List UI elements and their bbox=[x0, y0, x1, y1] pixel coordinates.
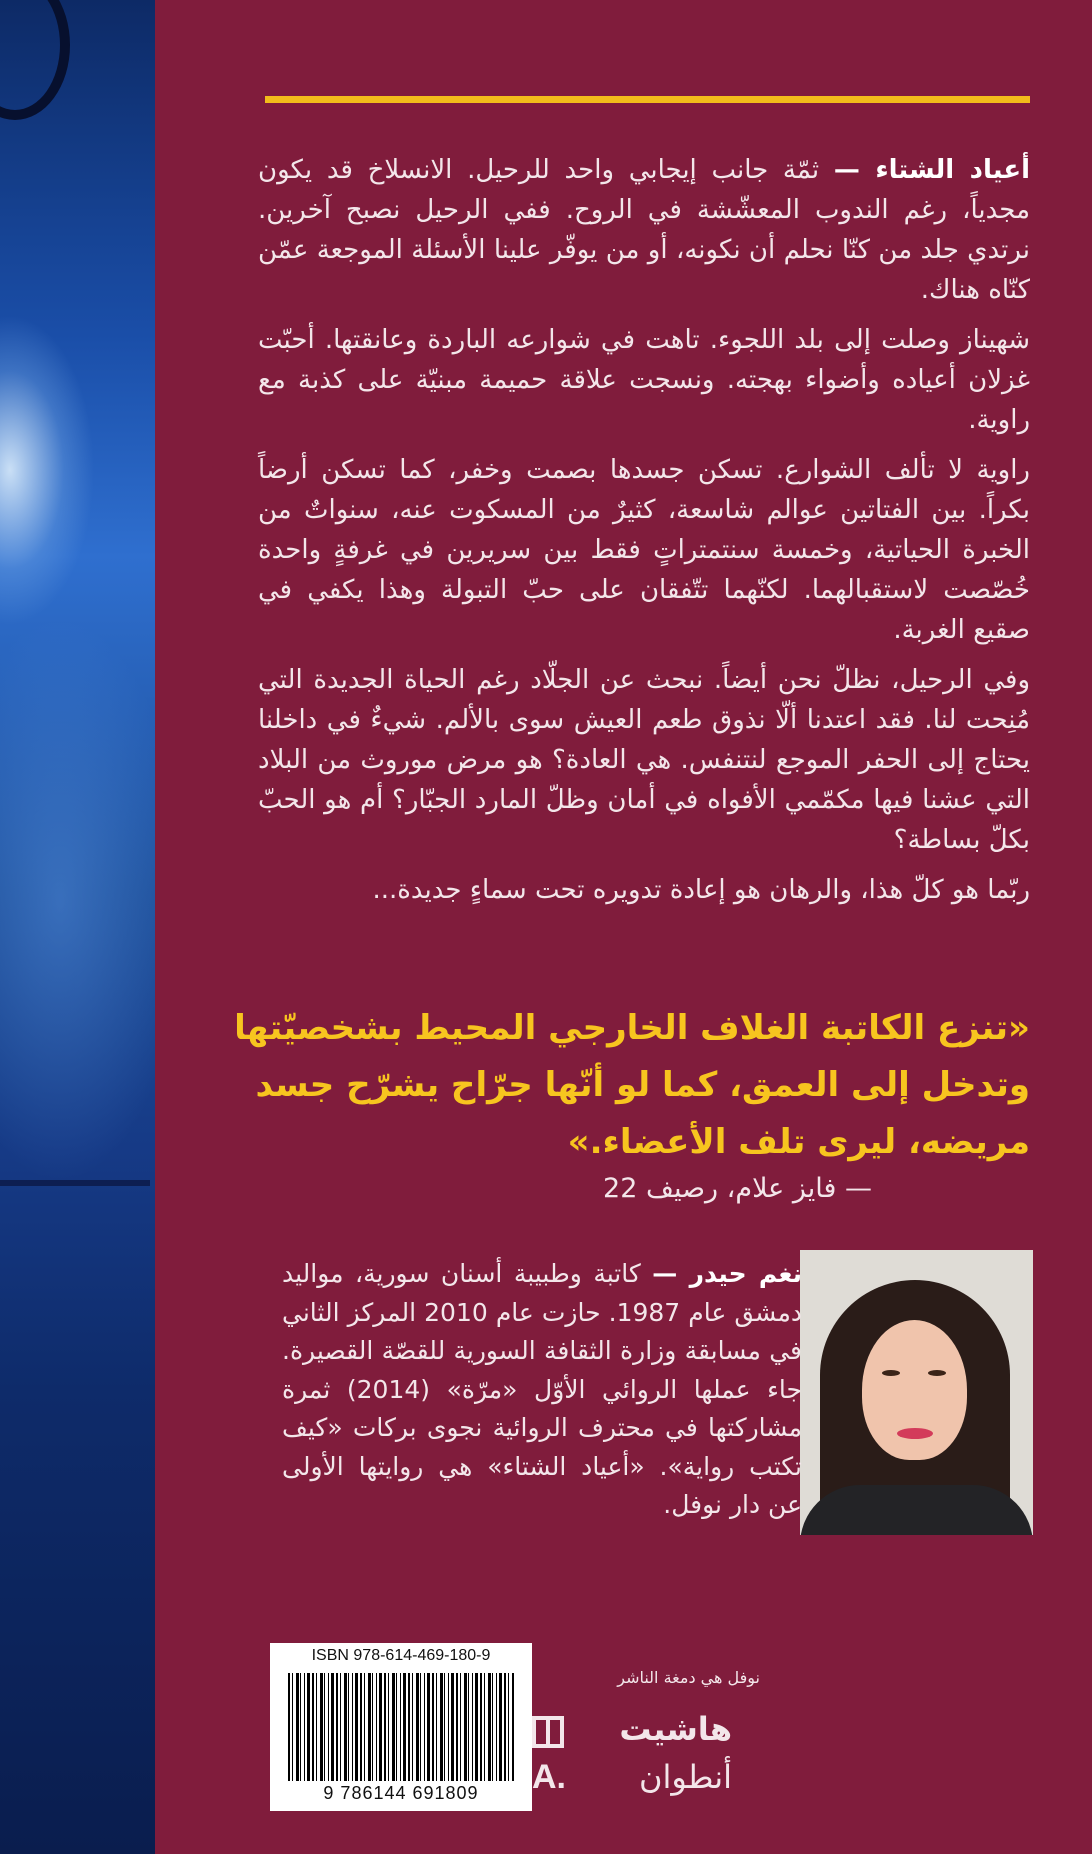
synopsis-paragraph-5: ربّما هو كلّ هذا، والرهان هو إعادة تدويره تحت سماءٍ جديدة... bbox=[372, 875, 1030, 905]
author-bio-text: كاتبة وطبيبة أسنان سورية، مواليد دمشق عام 1987. حازت عام 2010 المركز الثاني في مسابقة وزارة الثقافة السورية للقصّة القصيرة. جاء عملها الروائي الأوّل «مرّة» (2014) ثمرة مشاركتها في محترف الروائية نجوى بركات «كيف تكتب رواية». «أعياد الشتاء» هي روايتها الأولى عن دار نوفل. bbox=[282, 1259, 802, 1519]
synopsis-title: أعياد الشتاء — bbox=[833, 155, 1031, 185]
synopsis-paragraph-1 bbox=[258, 150, 1030, 310]
publisher-name-line2: أنطوان bbox=[639, 1758, 732, 1796]
publisher-logo bbox=[532, 1710, 732, 1820]
review-quote: «تنزع الكاتبة الغلاف الخارجي المحيط بشخصيّتها وتدخل إلى العمق، كما لو أنّها جرّاح يشرّح جسد مريضه، ليرى تلف الأعضاء.» bbox=[234, 1008, 1030, 1162]
synopsis-paragraph-3: راوية لا تألف الشوارع. تسكن جسدها بصمت وخفر، كما تسكن أرضاً بكراً. بين الفتاتين عوالم شاسعة، كثيرٌ من المسكوت عنه، سنواتٌ من الخبرة الحياتية، وخمسة سنتمتراتٍ فقط بين سريرين في غرفةٍ واحدة خُصّصت لاستقبالهما. لكنّهما تتّفقان على حبّ التبولة وهذا يكفي في صقيع الغربة. bbox=[258, 455, 1030, 645]
hachette-logo-icon bbox=[532, 1716, 564, 1748]
author-photo-lips bbox=[897, 1428, 933, 1439]
front-cover-edge-image bbox=[0, 0, 157, 1854]
author-photo-face bbox=[862, 1320, 967, 1460]
review-quote-source: — فايز علام، رصيف 22 bbox=[603, 1173, 872, 1204]
cover-ring-graphic bbox=[0, 0, 70, 120]
barcode bbox=[270, 1643, 532, 1811]
synopsis-paragraph-2: شهيناز وصلت إلى بلد اللجوء. تاهت في شوارعه الباردة وعانقتها. أحبّت غزلان أعياده وأضواء بهجته. ونسجت علاقة حميمة مبنيّة على كذبة مع راوية. bbox=[258, 325, 1030, 435]
barcode-bars bbox=[288, 1673, 514, 1781]
author-photo-eye bbox=[928, 1370, 946, 1376]
author-photo-shirt bbox=[800, 1485, 1033, 1535]
gold-divider-rule bbox=[265, 96, 1030, 103]
synopsis bbox=[258, 150, 1030, 920]
barcode-digits: 9 786144 691809 bbox=[323, 1783, 479, 1803]
author-name: نغم حيدر — bbox=[652, 1259, 802, 1288]
synopsis-text-1: ثمّة جانب إيجابي واحد للرحيل. الانسلاخ قد يكون مجدياً، رغم الندوب المعشّشة في الروح. ففي الرحيل نصبح آخرين. نرتدي جلد من كنّا نحلم أن نكونه، أو من يوفّر علينا الأسئلة الموجعة عمّن كنّاه هناك. bbox=[258, 155, 1030, 305]
publisher-name-line1: هاشيت bbox=[619, 1710, 732, 1748]
author-photo-eye bbox=[882, 1370, 900, 1376]
antoine-logo-letter: A. bbox=[532, 1758, 566, 1796]
author-photo bbox=[800, 1250, 1033, 1535]
publisher-note: نوفل هي دمغة الناشر bbox=[617, 1668, 760, 1687]
synopsis-paragraph-4: وفي الرحيل، نظلّ نحن أيضاً. نبحث عن الجلّاد رغم الحياة الجديدة التي مُنِحت لنا. فقد اعتدنا ألّا نذوق طعم العيش سوى بالألم. شيءٌ في داخلنا يحتاج إلى الحفر الموجع لنتنفس. هي العادة؟ هو مرض موروث من البلاد التي عشنا فيها مكمّمي الأفواه في أمان وظلّ المارد الجبّار؟ أم هو الحبّ بكلّ بساطة؟ bbox=[258, 665, 1030, 855]
isbn-number: ISBN 978-614-469-180-9 bbox=[311, 1647, 491, 1664]
author-bio bbox=[282, 1255, 802, 1525]
